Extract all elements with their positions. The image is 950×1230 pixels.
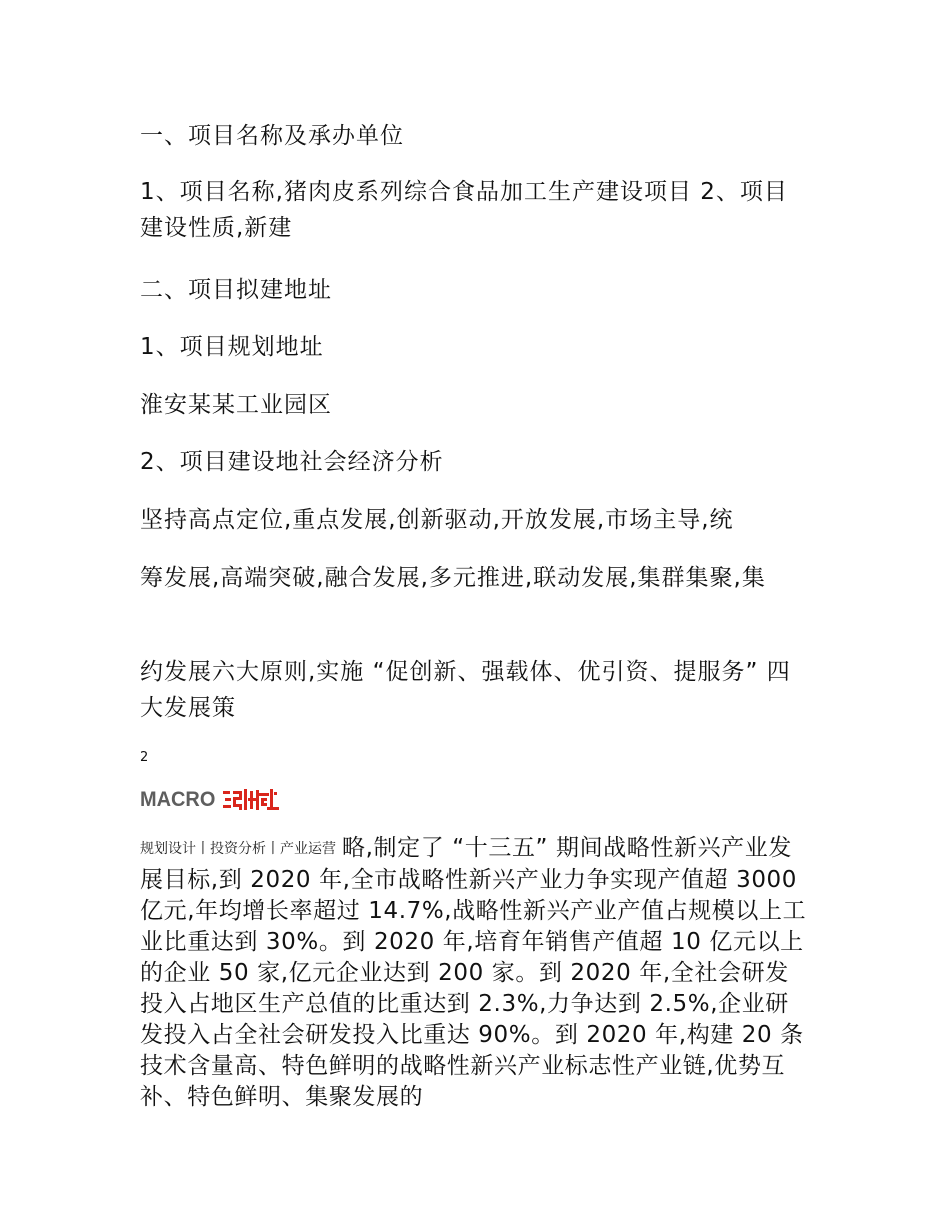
company-logo (140, 786, 287, 814)
continued-body-text (140, 833, 812, 1113)
paragraph-project-name: 1、项目名称,猪肉皮系列综合食品加工生产建设项目 2、项目建设性质,新建 (140, 179, 788, 241)
continued-paragraph: 略,制定了 “十三五” 期间战略性新兴产业发展目标,到 2020 年,全市战略性新兴产业力争实现产值超 3000 亿元,年均增长率超过 14.7%,战略性新兴产业产值占规模以上工业比重达到 30%。到 2020 年,培育年销售产值超 10 亿元以上的企业 50 家,亿元企业达到 200 家。到 2020 年,全社会研发投入占地区生产总值的比重达到 2.3%,力争达到 2.5%,企业研发投入占全社会研发投入比重达 90%。到 2020 年,构建 20 条技术含量高、特色鲜明的战略性新兴产业标志性产业链,优势互补、特色鲜明、集聚发展的 (140, 835, 807, 1110)
paragraph-principles-line-2: 筹发展,高端突破,融合发展,多元推进,联动发展,集群集聚,集 (140, 565, 766, 591)
company-tagline: 规划设计丨投资分析丨产业运营 (140, 841, 336, 857)
paragraph-principles-line-3: 约发展六大原则,实施 “促创新、强载体、优引资、提服务” 四大发展策 (140, 659, 791, 721)
logo-mark-icon (223, 788, 287, 812)
heading-project-site: 二、项目拟建地址 (140, 277, 332, 303)
page-number: 2 (140, 750, 149, 765)
subheading-planned-site: 1、项目规划地址 (140, 334, 324, 360)
subheading-socioeconomic-analysis: 2、项目建设地社会经济分析 (140, 449, 444, 475)
paragraph-site-location: 淮安某某工业园区 (140, 392, 332, 418)
logo-text-en: MACRO (140, 788, 216, 811)
heading-project-name-and-sponsor: 一、项目名称及承办单位 (140, 123, 404, 149)
paragraph-principles-line-1: 坚持高点定位,重点发展,创新驱动,开放发展,市场主导,统 (140, 507, 734, 533)
